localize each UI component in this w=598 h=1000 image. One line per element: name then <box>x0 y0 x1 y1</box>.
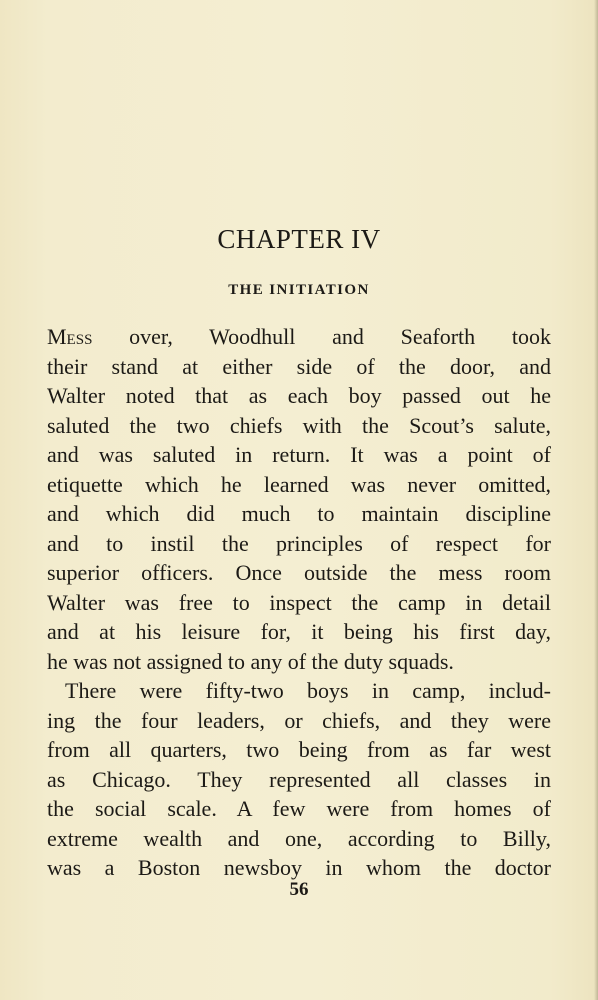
text-line: Walter noted that as each boy passed out he <box>47 383 551 408</box>
text-line: was a Boston newsboy in whom the doctor <box>47 855 551 880</box>
text-line: and which did much to maintain discipline <box>47 501 551 526</box>
text-line: etiquette which he learned was never omitted, <box>47 471 551 497</box>
text-line: and to instil the principles of respect for <box>47 530 551 556</box>
text-line: superior officers. Once outside the mess room <box>47 560 551 585</box>
text-line: and was saluted in return. It was a point of <box>47 442 551 467</box>
page-number: 56 <box>289 879 309 900</box>
text-line: he was not assigned to any of the duty squads. <box>47 648 454 674</box>
text-line: ing the four leaders, or chiefs, and they were <box>47 707 551 733</box>
text-line-content: over, Woodhull and Seaforth took <box>92 324 551 349</box>
text-line: the social scale. A few were from homes of <box>47 796 551 821</box>
opening-word: Mess <box>47 324 93 349</box>
text-line: their stand at either side of the door, and <box>47 353 551 379</box>
text-line: There were fifty-two boys in camp, includ- <box>65 678 551 703</box>
text-line: Walter was free to inspect the camp in detail <box>47 589 551 615</box>
paragraph-1 <box>47 322 551 676</box>
text-line: and at his leisure for, it being his first day, <box>47 619 551 644</box>
paragraph-2 <box>47 676 551 883</box>
page-edge-shadow <box>594 0 598 1000</box>
chapter-body <box>47 322 551 883</box>
text-line: saluted the two chiefs with the Scout’s salute, <box>47 412 551 438</box>
text-line: extreme wealth and one, according to Billy, <box>47 825 551 851</box>
chapter-subtitle: THE INITIATION <box>228 282 370 298</box>
chapter-title: CHAPTER IV <box>217 224 381 254</box>
text-line: from all quarters, two being from as far west <box>47 737 551 762</box>
text-line <box>47 322 551 352</box>
text-line: as Chicago. They represented all classes in <box>47 766 551 792</box>
